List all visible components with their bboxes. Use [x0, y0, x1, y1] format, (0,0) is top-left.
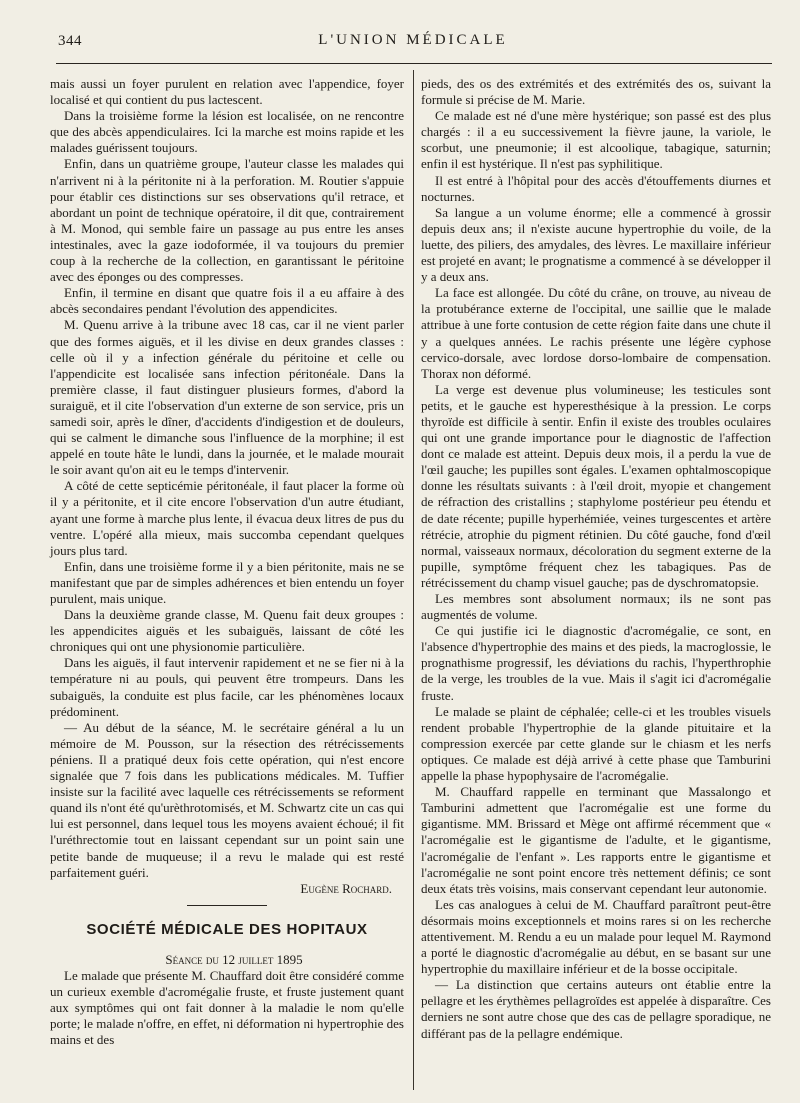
paragraph: Le malade se plaint de céphalée; celle-ci et les troubles visuels rendent probable l'hypertrophie de la glande pituitaire et la compression exercée par cette glande sur le chiasm et les nerfs optiques. Ce malade est déjà arrivé à cette phase que Tamburini appelle la phase hypophysaire de l'acromégalie. [421, 703, 771, 784]
paragraph: Sa langue a un volume énorme; elle a commencé à grossir depuis deux ans; il n'existe aucune hypertrophie du voile, de la luette, des piliers, des amydales, des lèvres. Le maxillaire inférieur est projeté en avant; le prognatisme a commencé à se développer il y a deux ans. [421, 204, 771, 285]
paragraph: Dans les aiguës, il faut intervenir rapidement et ne se fier ni à la température ni au pouls, qui peuvent être trompeurs. Dans les subaiguës, la conduite est plus facile, car les phénomènes locaux prédominent. [50, 655, 404, 719]
paragraph: Enfin, dans un quatrième groupe, l'auteur classe les malades qui n'arrivent ni à la péritonite ni à la perforation. M. Routier s'appuie pour établir ces distinctions sur ses observations qu'il retrace, et abordant un point de technique opératoire, il dit que, contrairement à M. Monod, qui semble faire un passage au pus entre les anses intestinales, avec la gaze iodoformée, il va toujours du premier coup à la recherche de la collection, en garantissant le péritoine avec des éponges ou des compresses. [50, 156, 404, 285]
paragraph: La face est allongée. Du côté du crâne, on trouve, au niveau de la protubérance externe de l'occipital, une saillie que le malade attribue à une forte contusion de cette région faite dans une chute il y a quelques années. Le rachis présente une légère cyphose cervico-dorsale, avec lordose dorso-lombaire de compensation. Thorax non déformé. [421, 285, 771, 381]
paragraph: — Au début de la séance, M. le secrétaire général a lu un mémoire de M. Pousson, sur la résection des rétrécissements péniens. Il a pratiqué deux fois cette opération, qui n'est encore signalée que 7 fois dans les publications médicales. M. Tuffier insiste sur la facilité avec laquelle ces rétrécissements se reforment quand ils n'ont été qu'urèthrotomisés, et M. Schwartz cite un cas qui lui est personnel, dans lequel tous les moyens avaient échoué; il fit l'uréthrectomie tout en laissant cependant sur un point sain une petite bande de muqueuse; il a revu le malade qui est resté parfaitement guéri. [50, 719, 404, 880]
section-title: SOCIÉTÉ MÉDICALE DES HOPITAUX [86, 920, 368, 938]
paragraph: M. Quenu arrive à la tribune avec 18 cas, car il ne vient parler que des formes aiguës, et il les divise en deux grandes classes : celle où il y a infection générale du péritoine et celle ou l'appendicite est localisée sans infection péritonéale. Dans la première classe, il faut distinguer plusieurs formes, d'abord la suraiguë, et il cite l'observation d'un externe de son service, pris un samedi soir, après le dîner, d'accidents d'indigestion et de douleurs, qui se calment le dimanche sous l'influence de la morphine; il est appelé en toute hâte le lundi, dans la journée, et le malade mourait le soir avant qu'on ait eu le temps d'intervenir. [50, 317, 404, 478]
paragraph: — La distinction que certains auteurs ont établie entre la pellagre et les érythèmes pellagroïdes est appelée à disparaître. Ces derniers ne sont autre chose que des cas de pellagre sporadique, ne différant pas de la pellagre endémique. [421, 977, 771, 1041]
paragraph: Les membres sont absolument normaux; ils ne sont pas augmentés de volume. [421, 591, 771, 623]
paragraph: A côté de cette septicémie péritonéale, il faut placer la forme où il y a péritonite, et il cite encore l'observation d'un autre étudiant, ayant une forme à marche plus lente, il évacua deux litres de pus du ventre. L'opéré alla mieux, mais succomba cependant quelques jours plus tard. [50, 478, 404, 558]
section-divider [187, 905, 267, 906]
left-column [50, 76, 404, 1048]
paragraph: Enfin, dans une troisième forme il y a bien péritonite, mais ne se manifestant que par de simples adhérences et bien entendu un foyer purulent, mais unique. [50, 558, 404, 606]
paragraph: Dans la deuxième grande classe, M. Quenu fait deux groupes : les appendicites aiguës et les subaiguës, laissant de côté les chroniques qui ont une physionomie particulière. [50, 607, 404, 655]
right-column [421, 76, 771, 1042]
author-signature: Eugène Rochard. [300, 880, 392, 896]
paragraph: Ce malade est né d'une mère hystérique; son passé est des plus chargés : il a eu successivement la fièvre jaune, la variole, le scorbut, une pneumonie; il est alcoolique, tabagique, saturnin; enfin il est hystérique. Il n'est pas syphilitique. [421, 108, 771, 172]
running-title: L'UNION MÉDICALE [318, 32, 508, 48]
paragraph: Dans la troisième forme la lésion est localisée, on ne rencontre que des abcès appendiculaires. Ici la marche est moins rapide et les malades guérissent toujours. [50, 108, 404, 156]
header-rule [56, 63, 772, 64]
paragraph: pieds, des os des extrémités et des extrémités des os, suivant la formule si précise de M. Marie. [421, 76, 771, 108]
column-divider [413, 70, 414, 1090]
paragraph: Le malade que présente M. Chauffard doit être considéré comme un curieux exemble d'acromégalie fruste, et fruste justement quant aux symptômes qui ont fait donner à la maladie le nom qu'elle porte; le malade n'offre, en effet, ni déformation ni hypertrophie des mains et des [50, 967, 404, 1048]
paragraph: Il est entré à l'hôpital pour des accès d'étouffements diurnes et nocturnes. [421, 172, 771, 204]
paragraph: mais aussi un foyer purulent en relation avec l'appendice, foyer localisé et qui contient du pus lactescent. [50, 76, 404, 108]
paragraph: Les cas analogues à celui de M. Chauffard paraîtront peut-être désormais moins exceptionnels et moins rares si on les recherche attentivement. M. Rendu a eu un malade pour lequel M. Raymond a porté le diagnostic d'acromégalie au début, en se basant sur une hypertrophie du maxillaire inférieur et de la bosse occipitale. [421, 896, 771, 977]
paragraph: M. Chauffard rappelle en terminant que Massalongo et Tamburini admettent que l'acromégalie est une forme du gigantisme. MM. Brissard et Mège ont affirmé récemment que « l'acromégalie est le gigantisme de l'adulte, et le gigantisme, l'acromégalie de l'enfant ». Les rapports entre le gigantisme et l'acromégalie ne sont point encore très nettement définis; ce sont deux états très voisins, mais conservant cependant leur autonomie. [421, 784, 771, 896]
paragraph: Ce qui justifie ici le diagnostic d'acromégalie, ce sont, en l'absence d'hypertrophie des mains et des pieds, la macroglossie, le prognathisme progressif, les déviations du rachis, l'hyperthrophie de la verge, les troubles de la vue. Mais il s'agit ici d'acromégalie fruste. [421, 623, 771, 703]
page-header [58, 30, 768, 54]
page-number: 344 [58, 33, 82, 49]
paragraph: La verge est devenue plus volumineuse; les testicules sont petits, et le gauche est hyperesthésique à la pression. Le corps thyroïde est difficile à sentir. Enfin il existe des troubles oculaires qui ont une grande importance pour le diagnostic de l'affection dont ce malade est atteint. Depuis deux mois, il a perdu la vue de l'œil gauche; les pupilles sont égales. L'examen ophtalmoscopique donne les résultats suivants : à l'œil droit, myopie et changement de réfraction des cristallins ; staphylome postérieur peu étendu et de date récente; pupille hyperhémiée, veines turgescentes et artère rétrécie, atrophie du pigment rétinien. Du côté gauche, fond d'œil normal, vaisseaux normaux, décoloration du segment externe de la pupille, symptôme fréquent chez les tabagiques. Pas de rétrécissement du champ visuel gauche; pas de dyschromatopsie. [421, 381, 771, 590]
paragraph: Enfin, il termine en disant que quatre fois il a eu affaire à des abcès secondaires pendant l'évolution des appendicites. [50, 285, 404, 317]
session-date: Séance du 12 juillet 1895 [165, 951, 303, 967]
